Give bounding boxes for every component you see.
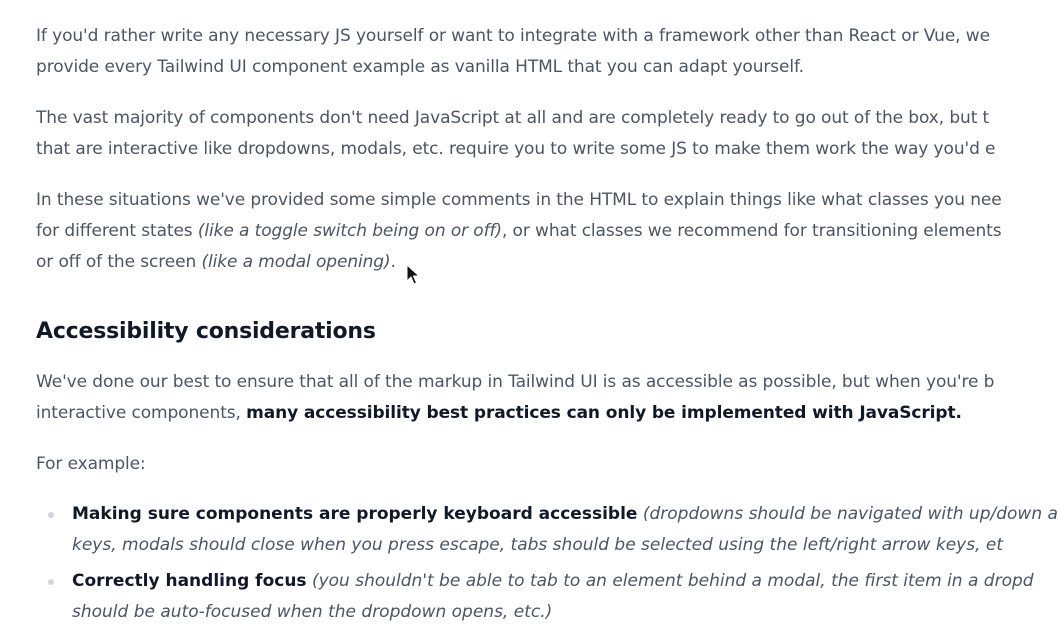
paragraph-line <box>36 216 1002 247</box>
paragraph-vanilla-html <box>36 21 990 83</box>
list-item <box>36 499 1058 561</box>
paragraph-javascript-need <box>36 103 995 165</box>
section-heading-accessibility: Accessibility considerations <box>36 319 376 344</box>
list-item-line <box>72 566 1058 597</box>
accessibility-list <box>36 499 1058 633</box>
text-run: , or what classes we recommend for transitioning elements <box>501 221 1002 241</box>
paragraph-html-comments <box>36 185 1002 278</box>
paragraph-line <box>36 247 1002 278</box>
list-item-note: keys, modals should close when you press escape, tabs should be selected using the left/right arrow keys, et <box>72 535 1004 555</box>
italic-note: (like a toggle switch being on or off) <box>197 221 502 241</box>
list-item-note: (you shouldn't be able to tab to an element behind a modal, the first item in a dropd <box>306 571 1034 591</box>
list-item-note: (dropdowns should be navigated with up/down a <box>637 504 1058 524</box>
paragraph-for-example: For example: <box>36 454 146 474</box>
list-item-line <box>72 597 1058 628</box>
text-run: for different states <box>36 221 198 241</box>
paragraph-line <box>36 398 994 429</box>
paragraph-line: In these situations we've provided some simple comments in the HTML to explain things like what classes you nee <box>36 190 1002 210</box>
paragraph-line: provide every Tailwind UI component example as vanilla HTML that you can adapt yourself. <box>36 57 804 77</box>
italic-note: (like a modal opening) <box>201 252 391 272</box>
text-run: . <box>390 252 396 272</box>
mouse-pointer-icon <box>406 264 420 286</box>
list-item-line <box>72 499 1058 530</box>
bullet-icon <box>48 512 54 518</box>
paragraph-accessibility-intro <box>36 367 994 429</box>
text-run: or off of the screen <box>36 252 202 272</box>
list-item <box>36 566 1058 628</box>
list-item-note: should be auto-focused when the dropdown opens, etc.) <box>72 602 553 622</box>
paragraph-line: that are interactive like dropdowns, modals, etc. require you to write some JS to make them work the way you'd e <box>36 139 996 159</box>
text-run: interactive components, <box>36 403 247 423</box>
paragraph-line: The vast majority of components don't need JavaScript at all and are completely ready to go out of the box, but t <box>36 108 990 128</box>
paragraph-line: We've done our best to ensure that all of the markup in Tailwind UI is as accessible as possible, but when you're b <box>36 372 995 392</box>
paragraph-line: If you'd rather write any necessary JS yourself or want to integrate with a framework other than React or Vue, we <box>36 26 990 46</box>
bold-emphasis: many accessibility best practices can only be implemented with JavaScript. <box>246 403 962 423</box>
bullet-icon <box>48 579 54 585</box>
list-item-title: Correctly handling focus <box>72 571 307 591</box>
list-item-line <box>72 530 1058 561</box>
list-item-title: Making sure components are properly keyboard accessible <box>72 504 638 524</box>
